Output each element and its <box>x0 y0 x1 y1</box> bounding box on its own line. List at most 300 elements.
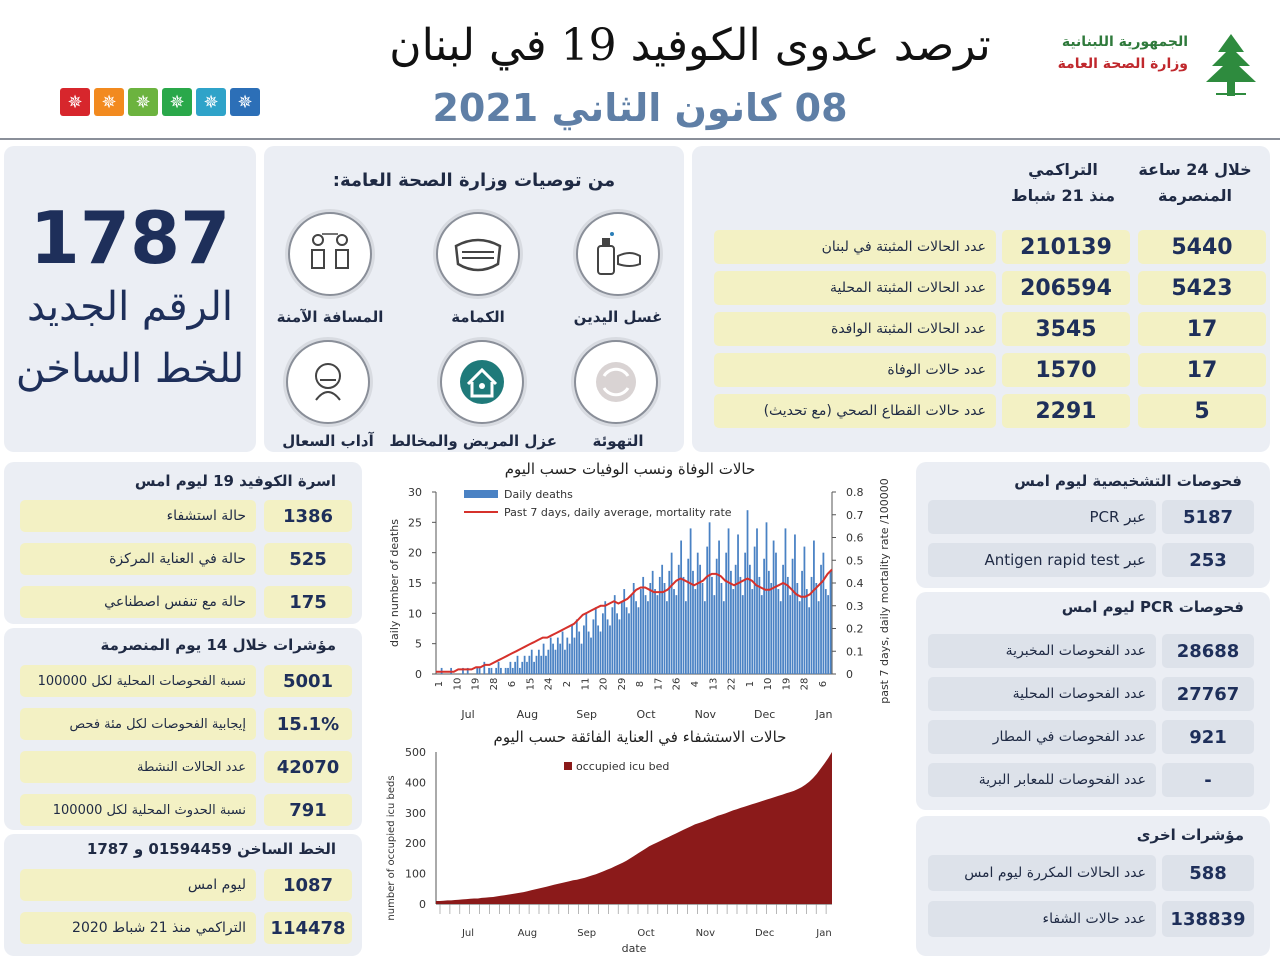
y-tick-label: 30 <box>408 486 422 499</box>
y-tick-label: 10 <box>408 607 422 621</box>
death-bar <box>666 601 668 674</box>
stat-value: 15.1% <box>276 713 340 735</box>
stat-value: 3545 <box>1035 316 1097 342</box>
month-label: Oct <box>636 708 656 721</box>
stat-value-pill <box>1002 230 1130 264</box>
death-bar <box>576 619 578 674</box>
death-bar <box>728 528 730 674</box>
death-bar <box>721 583 723 674</box>
stat-value: 138839 <box>1170 908 1246 930</box>
stat-label: عدد الحالات المثبتة المحلية <box>830 280 986 296</box>
death-bar <box>479 668 481 674</box>
y-tick-label: 0 <box>415 668 422 681</box>
other-indicators-title: مؤشرات اخرى <box>1136 826 1244 844</box>
death-bar <box>550 638 552 674</box>
stat-label: حالة مع تنفس اصطناعي <box>104 594 246 610</box>
stat-label-pill <box>714 271 996 305</box>
header-divider <box>0 138 1280 140</box>
badge-2: ✵ <box>94 88 124 116</box>
y-tick-label: 400 <box>405 776 426 790</box>
death-bar <box>716 559 718 674</box>
stat-value-pill <box>264 751 352 783</box>
month-label: Sep <box>577 928 597 939</box>
death-bar <box>730 571 732 674</box>
stat-label-pill <box>20 751 256 783</box>
death-bar <box>782 565 784 674</box>
ministry-name-line2: وزارة الصحة العامة <box>1057 56 1188 72</box>
legend-swatch-deaths <box>464 490 498 498</box>
death-bar <box>806 589 808 674</box>
stat-value: 28688 <box>1176 640 1240 662</box>
stat-value-pill <box>1162 720 1254 754</box>
stat-value-pill <box>1138 312 1266 346</box>
month-label: Jul <box>461 928 475 939</box>
death-bar <box>742 595 744 674</box>
stat-value-pill <box>1002 394 1130 428</box>
stat-label-pill <box>714 312 996 346</box>
death-bar <box>804 547 806 674</box>
stat-value-pill <box>264 869 352 901</box>
death-bar <box>761 595 763 674</box>
x-axis-title: date <box>621 942 647 955</box>
month-label: Jan <box>816 928 832 939</box>
cedar-logo-icon <box>1196 30 1266 100</box>
death-bar <box>590 638 592 674</box>
y2-tick-label: 0.1 <box>846 645 864 659</box>
death-bar <box>581 644 583 674</box>
summary-col-cum-line1: التراكمي <box>1028 160 1098 179</box>
death-bar <box>521 662 523 674</box>
stat-value-pill <box>1002 353 1130 387</box>
death-bar <box>711 577 713 674</box>
icu-area <box>436 752 832 904</box>
death-bar <box>723 601 725 674</box>
stat-value-pill <box>1138 394 1266 428</box>
death-bar <box>692 571 694 674</box>
hotline-stats-title: الخط الساخن 01594459 و 1787 <box>86 840 336 858</box>
badge-4: ✵ <box>162 88 192 116</box>
stat-value-pill <box>264 543 352 575</box>
death-bar <box>595 607 597 674</box>
stat-label-pill <box>714 394 996 428</box>
stat-label-pill <box>928 901 1156 937</box>
death-bar <box>747 510 749 674</box>
face-mask-icon <box>436 212 520 296</box>
summary-col-cum-line2: منذ 21 شباط <box>1011 186 1115 205</box>
stat-value: 921 <box>1189 726 1227 748</box>
y-tick-label: 15 <box>408 577 422 590</box>
x-tick-label: 20 <box>598 677 610 691</box>
stat-value: 1386 <box>282 505 334 527</box>
death-bar <box>505 668 507 674</box>
y-axis-title: daily number of deaths <box>388 519 401 647</box>
death-bar <box>796 583 798 674</box>
summary-col-24h-line2: المنصرمة <box>1157 186 1233 205</box>
badge-6: ✵ <box>230 88 260 116</box>
death-bar <box>476 668 478 674</box>
stat-label: إيجابية الفحوصات لكل مئة فحص <box>69 716 246 732</box>
stat-label: التراكمي منذ 21 شباط 2020 <box>72 920 246 936</box>
stat-label: ليوم امس <box>187 877 246 893</box>
legend-label-deaths: Daily deaths <box>504 488 573 501</box>
stat-label: عدد الفحوصات المحلية <box>1012 686 1146 702</box>
stat-value: 175 <box>289 591 327 613</box>
x-tick-label: 10 <box>763 677 775 691</box>
month-label: Sep <box>576 708 598 721</box>
death-bar <box>531 650 533 674</box>
y2-tick-label: 0.3 <box>846 599 864 613</box>
death-bar <box>547 650 549 674</box>
death-bar <box>600 632 602 674</box>
death-bar <box>713 595 715 674</box>
x-tick-label: 13 <box>708 677 720 691</box>
death-bar <box>564 650 566 674</box>
stat-label-pill <box>20 500 256 532</box>
stat-value-pill <box>264 912 352 944</box>
death-bar <box>709 522 711 674</box>
y2-tick-label: 0.5 <box>846 554 864 568</box>
stat-label: عدد حالات القطاع الصحي (مع تحديث) <box>763 403 986 419</box>
death-bar <box>593 619 595 674</box>
x-tick-label: 6 <box>507 680 519 688</box>
death-bar <box>785 528 787 674</box>
death-bar <box>536 656 538 674</box>
y-tick-label: 20 <box>408 546 422 560</box>
stat-label: عدد الفحوصات المخبرية <box>1005 643 1146 659</box>
x-tick-label: 19 <box>781 677 793 691</box>
legend-label-rate: Past 7 days, daily average, mortality rate <box>504 506 732 519</box>
recommendation-label: غسل اليدين <box>573 308 663 326</box>
x-tick-label: 4 <box>690 680 701 688</box>
death-bar <box>495 668 497 674</box>
death-bar <box>607 619 609 674</box>
hotline-panel <box>4 146 256 452</box>
legend-label-icu: occupied icu bed <box>576 760 670 773</box>
legend-swatch-icu <box>564 762 572 770</box>
x-tick-label: 8 <box>635 680 647 688</box>
death-bar <box>628 613 630 674</box>
death-bar <box>652 571 654 674</box>
death-bar <box>751 589 753 674</box>
stat-label-pill <box>928 855 1156 891</box>
death-bar <box>799 601 801 674</box>
stat-value-pill <box>1138 353 1266 387</box>
recommendation-label: الكمامة <box>451 308 505 326</box>
death-bar <box>540 656 542 674</box>
month-label: Nov <box>694 708 717 721</box>
stat-label: نسبة الفحوصات المحلية لكل 100000 <box>37 673 246 689</box>
death-bar <box>488 668 490 674</box>
x-tick-label: 26 <box>671 677 683 691</box>
stat-label: حالة استشفاء <box>166 508 246 524</box>
stat-value: 210139 <box>1020 234 1112 260</box>
death-bar <box>552 644 554 674</box>
death-bar <box>483 662 485 674</box>
report-date: 08 كانون الثاني 2021 <box>432 86 848 130</box>
x-tick-label: 19 <box>470 677 482 691</box>
stat-label: حالة في العناية المركزة <box>109 551 246 567</box>
death-bar <box>657 595 659 674</box>
death-bar <box>526 662 528 674</box>
death-bar <box>528 656 530 674</box>
death-bar <box>491 668 493 674</box>
death-bar <box>583 625 585 674</box>
death-bar <box>654 589 656 674</box>
stat-value-pill <box>1162 763 1254 797</box>
stat-label-pill <box>20 543 256 575</box>
death-bar <box>633 583 635 674</box>
death-bar <box>661 565 663 674</box>
death-bar <box>773 541 775 674</box>
death-bar <box>813 541 815 674</box>
death-bar <box>626 607 628 674</box>
stat-value-pill <box>1162 543 1254 577</box>
y2-axis-title: past 7 days, daily mortality rate /100000 <box>878 478 891 704</box>
death-bar <box>685 601 687 674</box>
death-bar <box>635 601 637 674</box>
y2-tick-label: 0.6 <box>846 531 864 545</box>
death-bar <box>680 541 682 674</box>
stat-label-pill <box>714 353 996 387</box>
stat-label-pill <box>20 708 256 740</box>
death-bar <box>611 607 613 674</box>
death-bar <box>792 559 794 674</box>
death-bar <box>517 656 519 674</box>
x-tick-label: 6 <box>818 680 829 688</box>
death-bar <box>574 638 576 674</box>
recommendations-panel <box>264 146 684 452</box>
death-bar <box>763 559 765 674</box>
recommendation-label: التهوئة <box>592 432 644 450</box>
month-label: Dec <box>754 708 776 721</box>
death-bar <box>756 528 758 674</box>
stat-value: 17 <box>1186 316 1218 342</box>
death-bar <box>609 625 611 674</box>
y-tick-label: 100 <box>405 867 426 881</box>
stat-label: عدد الحالات المكررة ليوم امس <box>964 865 1146 881</box>
summary-col-24h-line1: خلال 24 ساعة <box>1138 160 1252 179</box>
badge-5: ✵ <box>196 88 226 116</box>
stat-label: عدد حالات الشفاء <box>1042 911 1146 927</box>
y-tick-label: 0 <box>419 898 426 911</box>
stat-label-pill <box>20 586 256 618</box>
stat-label: عبر PCR <box>1089 508 1146 526</box>
death-bar <box>801 571 803 674</box>
tests-yesterday-title: فحوصات التشخيصية ليوم امس <box>1014 472 1242 490</box>
stat-label-pill <box>928 634 1156 668</box>
recommendation-label: آداب السعال <box>282 432 374 450</box>
stat-value-pill <box>264 665 352 697</box>
deaths-chart <box>380 478 910 728</box>
stat-value: 5 <box>1194 398 1210 424</box>
death-bar <box>647 601 649 674</box>
death-bar <box>562 632 564 674</box>
stat-value-pill <box>1162 677 1254 711</box>
stat-label: نسبة الحدوث المحلية لكل 100000 <box>52 802 246 818</box>
stat-value-pill <box>1002 271 1130 305</box>
death-bar <box>749 565 751 674</box>
death-bar <box>507 668 509 674</box>
beds-title: اسرة الكوفيد 19 ليوم امس <box>134 472 336 490</box>
stat-label: عدد الحالات المثبتة الوافدة <box>831 321 986 337</box>
death-bar <box>706 547 708 674</box>
death-bar <box>725 553 727 674</box>
death-bar <box>664 583 666 674</box>
stat-label: عدد الحالات المثبتة في لبنان <box>821 239 986 255</box>
death-bar <box>510 662 512 674</box>
death-bar <box>777 589 779 674</box>
stat-value: 588 <box>1189 862 1227 884</box>
stat-label-pill <box>20 665 256 697</box>
cough-etiquette-icon <box>286 340 370 424</box>
death-bar <box>758 577 760 674</box>
ventilation-icon <box>574 340 658 424</box>
stat-label-pill <box>928 500 1156 534</box>
y2-tick-label: 0.8 <box>846 486 864 499</box>
death-bar <box>557 638 559 674</box>
y2-tick-label: 0 <box>846 668 853 681</box>
indicators14-title: مؤشرات خلال 14 يوم المنصرمة <box>100 636 336 654</box>
death-bar <box>559 644 561 674</box>
death-bar <box>514 662 516 674</box>
death-bar <box>718 541 720 674</box>
stat-value-pill <box>1162 500 1254 534</box>
stat-value: 791 <box>289 799 327 821</box>
stat-value-pill <box>264 586 352 618</box>
month-label: Jan <box>815 708 833 721</box>
x-tick-label: 11 <box>580 677 592 691</box>
month-label: Jul <box>461 708 475 721</box>
death-bar <box>823 553 825 674</box>
x-tick-label: 29 <box>616 677 628 691</box>
stat-label-pill <box>714 230 996 264</box>
death-bar <box>519 668 521 674</box>
death-bar <box>825 589 827 674</box>
x-tick-label: 10 <box>452 677 464 691</box>
death-bar <box>566 638 568 674</box>
death-bar <box>498 662 500 674</box>
death-bar <box>524 656 526 674</box>
stat-label-pill <box>20 869 256 901</box>
hotline-number: 1787 <box>29 196 231 280</box>
x-tick-label: 1 <box>744 680 756 688</box>
badge-1: ✵ <box>60 88 90 116</box>
death-bar <box>602 613 604 674</box>
stat-value-pill <box>264 794 352 826</box>
stat-value: 1087 <box>282 874 334 896</box>
death-bar <box>555 650 557 674</box>
stat-label-pill <box>20 794 256 826</box>
death-bar <box>604 601 606 674</box>
death-bar <box>512 668 514 674</box>
stat-value: 5001 <box>282 670 334 692</box>
death-bar <box>780 601 782 674</box>
death-bar <box>704 601 706 674</box>
death-bar <box>794 534 796 674</box>
stat-value: 114478 <box>270 917 346 939</box>
death-bar <box>673 589 675 674</box>
death-bar <box>697 553 699 674</box>
month-label: Aug <box>517 928 538 939</box>
death-bar <box>815 583 817 674</box>
death-bar <box>740 577 742 674</box>
x-tick-label: 28 <box>488 677 500 691</box>
x-tick-label: 15 <box>525 677 537 691</box>
x-tick-label: 24 <box>543 677 555 691</box>
x-tick-label: 2 <box>562 680 573 688</box>
death-bar <box>616 613 618 674</box>
x-tick-label: 28 <box>799 677 811 691</box>
y-axis-title: number of occupied icu beds <box>386 775 397 921</box>
death-bar <box>808 607 810 674</box>
death-bar <box>694 589 696 674</box>
stat-value: 1570 <box>1035 357 1097 383</box>
death-bar <box>543 644 545 674</box>
stat-label: عبر Antigen rapid test <box>984 551 1146 569</box>
stat-value: 17 <box>1186 357 1218 383</box>
y-tick-label: 25 <box>408 516 422 530</box>
home-isolation-icon <box>440 340 524 424</box>
y-tick-label: 200 <box>405 837 426 851</box>
death-bar <box>789 595 791 674</box>
recommendation-label: عزل المريض والمخالط <box>389 432 557 450</box>
death-bar <box>768 571 770 674</box>
death-bar <box>830 571 832 674</box>
ministry-name-line1: الجمهورية اللبنانية <box>1061 34 1188 50</box>
stat-label: عدد حالات الوفاة <box>887 362 986 378</box>
death-bar <box>766 522 768 674</box>
y-tick-label: 300 <box>405 806 426 820</box>
death-bar <box>588 632 590 674</box>
death-bar <box>614 595 616 674</box>
month-label: Nov <box>695 928 716 939</box>
stat-value-pill <box>1162 855 1254 891</box>
stat-value: 27767 <box>1176 683 1240 705</box>
death-bar <box>827 595 829 674</box>
death-bar <box>621 601 623 674</box>
death-bar <box>569 644 571 674</box>
stat-value: - <box>1204 769 1212 791</box>
stat-label-pill <box>928 720 1156 754</box>
stat-value-pill <box>1138 271 1266 305</box>
y2-tick-label: 0.7 <box>846 508 864 522</box>
stat-value: 42070 <box>276 756 340 778</box>
death-bar <box>770 583 772 674</box>
stat-value-pill <box>1162 901 1254 937</box>
death-bar <box>683 577 685 674</box>
stat-value: 253 <box>1189 549 1227 571</box>
x-tick-label: 22 <box>726 677 738 691</box>
death-bar <box>675 595 677 674</box>
hotline-line1: الرقم الجديد <box>26 284 234 330</box>
death-bar <box>690 528 692 674</box>
stat-value-pill <box>1002 312 1130 346</box>
death-bar <box>585 613 587 674</box>
stat-label-pill <box>928 763 1156 797</box>
stat-value: 5423 <box>1171 275 1233 301</box>
death-bar <box>744 553 746 674</box>
safe-distance-icon <box>288 212 372 296</box>
death-bar <box>702 583 704 674</box>
icu-chart <box>380 740 850 958</box>
page-title: ترصد عدوى الكوفيد 19 في لبنان <box>389 20 991 71</box>
death-bar <box>578 632 580 674</box>
month-label: Dec <box>754 928 775 939</box>
recommendation-label: المسافة الآمنة <box>276 308 384 326</box>
badge-3: ✵ <box>128 88 158 116</box>
death-bar <box>649 583 651 674</box>
month-label: Aug <box>516 708 539 721</box>
